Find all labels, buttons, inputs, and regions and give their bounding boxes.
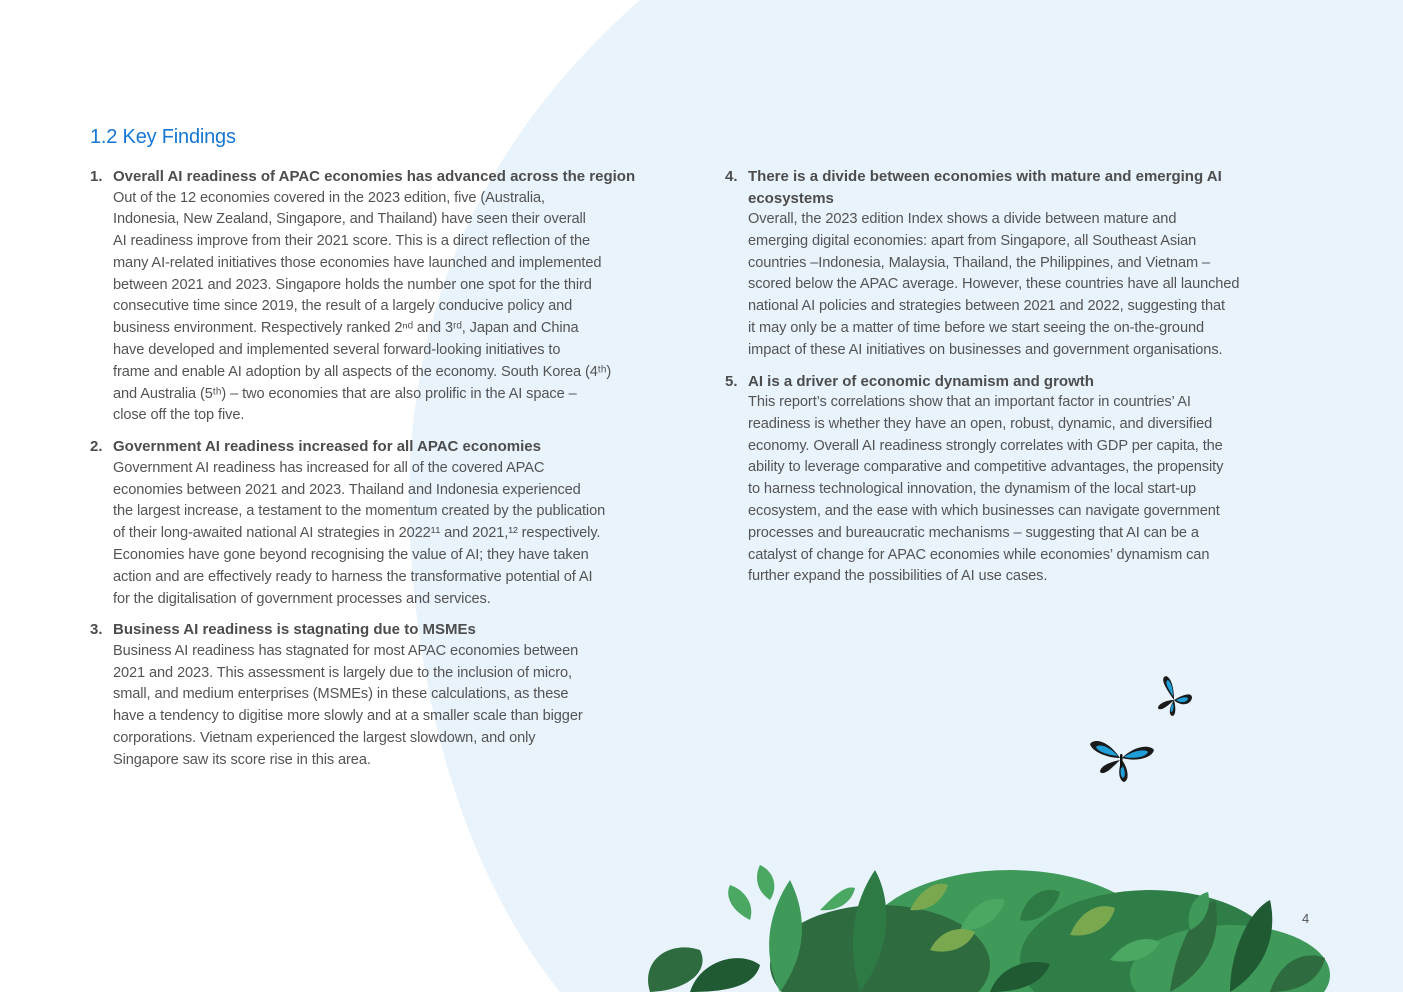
finding-body: Overall, the 2023 edition Index shows a divide between mature and emerging digital economies: apart from Singapore, all Southeast Asian countries –Indonesia, Malaysia, Thailand, the Philippines, and Vietnam – scored below the APAC average. However, these countries have all launched national AI policies and strategies between 2021 and 2022, suggesting that it may only be a matter of time before we start seeing the on-the-ground impact of these AI initiatives on businesses and government organisations.	[748, 211, 1240, 358]
finding-title: Overall AI readiness of APAC economies has advanced across the region	[113, 168, 636, 185]
finding-heading	[725, 371, 1300, 393]
finding-body: Out of the 12 economies covered in the 2023 edition, five (Australia, Indonesia, New Zealand, Singapore, and Thailand) have seen their overall AI readiness improve from their 2021 score. This is a direct reflection of the many AI-related initiatives those economies have launched and implemented between 2021 and 2023. Singapore holds the number one spot for the third consecutive time since 2019, the result of a largely conducive policy and business environment. Respectively ranked 2ⁿᵈ and 3ʳᵈ, Japan and China have developed and implemented several forward-looking initiatives to frame and enable AI adoption by all aspects of the economy. South Korea (4ᵗʰ) and Australia (5ᵗʰ) – two economies that are also prolific in the AI space – close off the top five.	[113, 189, 612, 424]
finding-number: 5.	[725, 372, 738, 390]
butterfly-icon	[1150, 672, 1198, 722]
findings-right-column	[725, 166, 1300, 597]
finding-item	[725, 371, 1300, 589]
foliage-illustration	[630, 840, 1330, 992]
finding-item	[90, 436, 680, 610]
finding-heading	[90, 166, 680, 188]
finding-heading	[90, 436, 680, 458]
finding-number: 3.	[90, 621, 103, 639]
finding-heading	[725, 166, 1300, 209]
finding-body: This report’s correlations show that an important factor in countries’ AI readiness is whether they have an open, robust, dynamic, and diversified economy. Overall AI readiness strongly correlates with GDP per capita, the ability to leverage comparative and competitive advantages, the propensity to harness technological innovation, the dynamism of the local start-up ecosystem, and the ease with which businesses can navigate government processes and bureaucratic mechanisms – suggesting that AI can be a catalyst of change for APAC economies while economies’ dynamism can further expand the possibilities of AI use cases.	[748, 394, 1224, 585]
finding-number: 1.	[90, 168, 103, 185]
page-title: 1.2 Key Findings	[90, 126, 236, 148]
finding-title: Government AI readiness increased for all APAC economies	[113, 438, 541, 456]
finding-body: Business AI readiness has stagnated for most APAC economies between 2021 and 2023. This assessment is largely due to the inclusion of micro, small, and medium enterprises (MSMEs) in these calculations, as these have a tendency to digitise more slowly and at a smaller scale than bigger corporations. Vietnam experienced the largest slowdown, and only Singapore saw its score rise in this area.	[113, 642, 583, 768]
findings-left-column	[90, 166, 680, 781]
finding-item	[725, 166, 1300, 362]
finding-item	[90, 166, 680, 427]
finding-title: There is a divide between economies with mature and emerging AI ecosystems	[748, 168, 1222, 207]
finding-title: AI is a driver of economic dynamism and growth	[748, 372, 1094, 390]
finding-body: Government AI readiness has increased for all of the covered APAC economies between 2021 and 2023. Thailand and Indonesia experienced the largest increase, a testament to the momentum created by the publication of their long-awaited national AI strategies in 2022¹¹ and 2021,¹² respectively. Economies have gone beyond recognising the value of AI; they have taken action and are effectively ready to harness the transformative potential of AI for the digitalisation of government processes and services.	[113, 459, 606, 607]
butterfly-icon	[1086, 734, 1158, 788]
finding-heading	[90, 619, 680, 641]
finding-title: Business AI readiness is stagnating due to MSMEs	[113, 621, 476, 639]
finding-number: 2.	[90, 438, 103, 456]
finding-number: 4.	[725, 168, 738, 185]
finding-item	[90, 619, 680, 771]
page-number: 4	[1302, 911, 1310, 926]
